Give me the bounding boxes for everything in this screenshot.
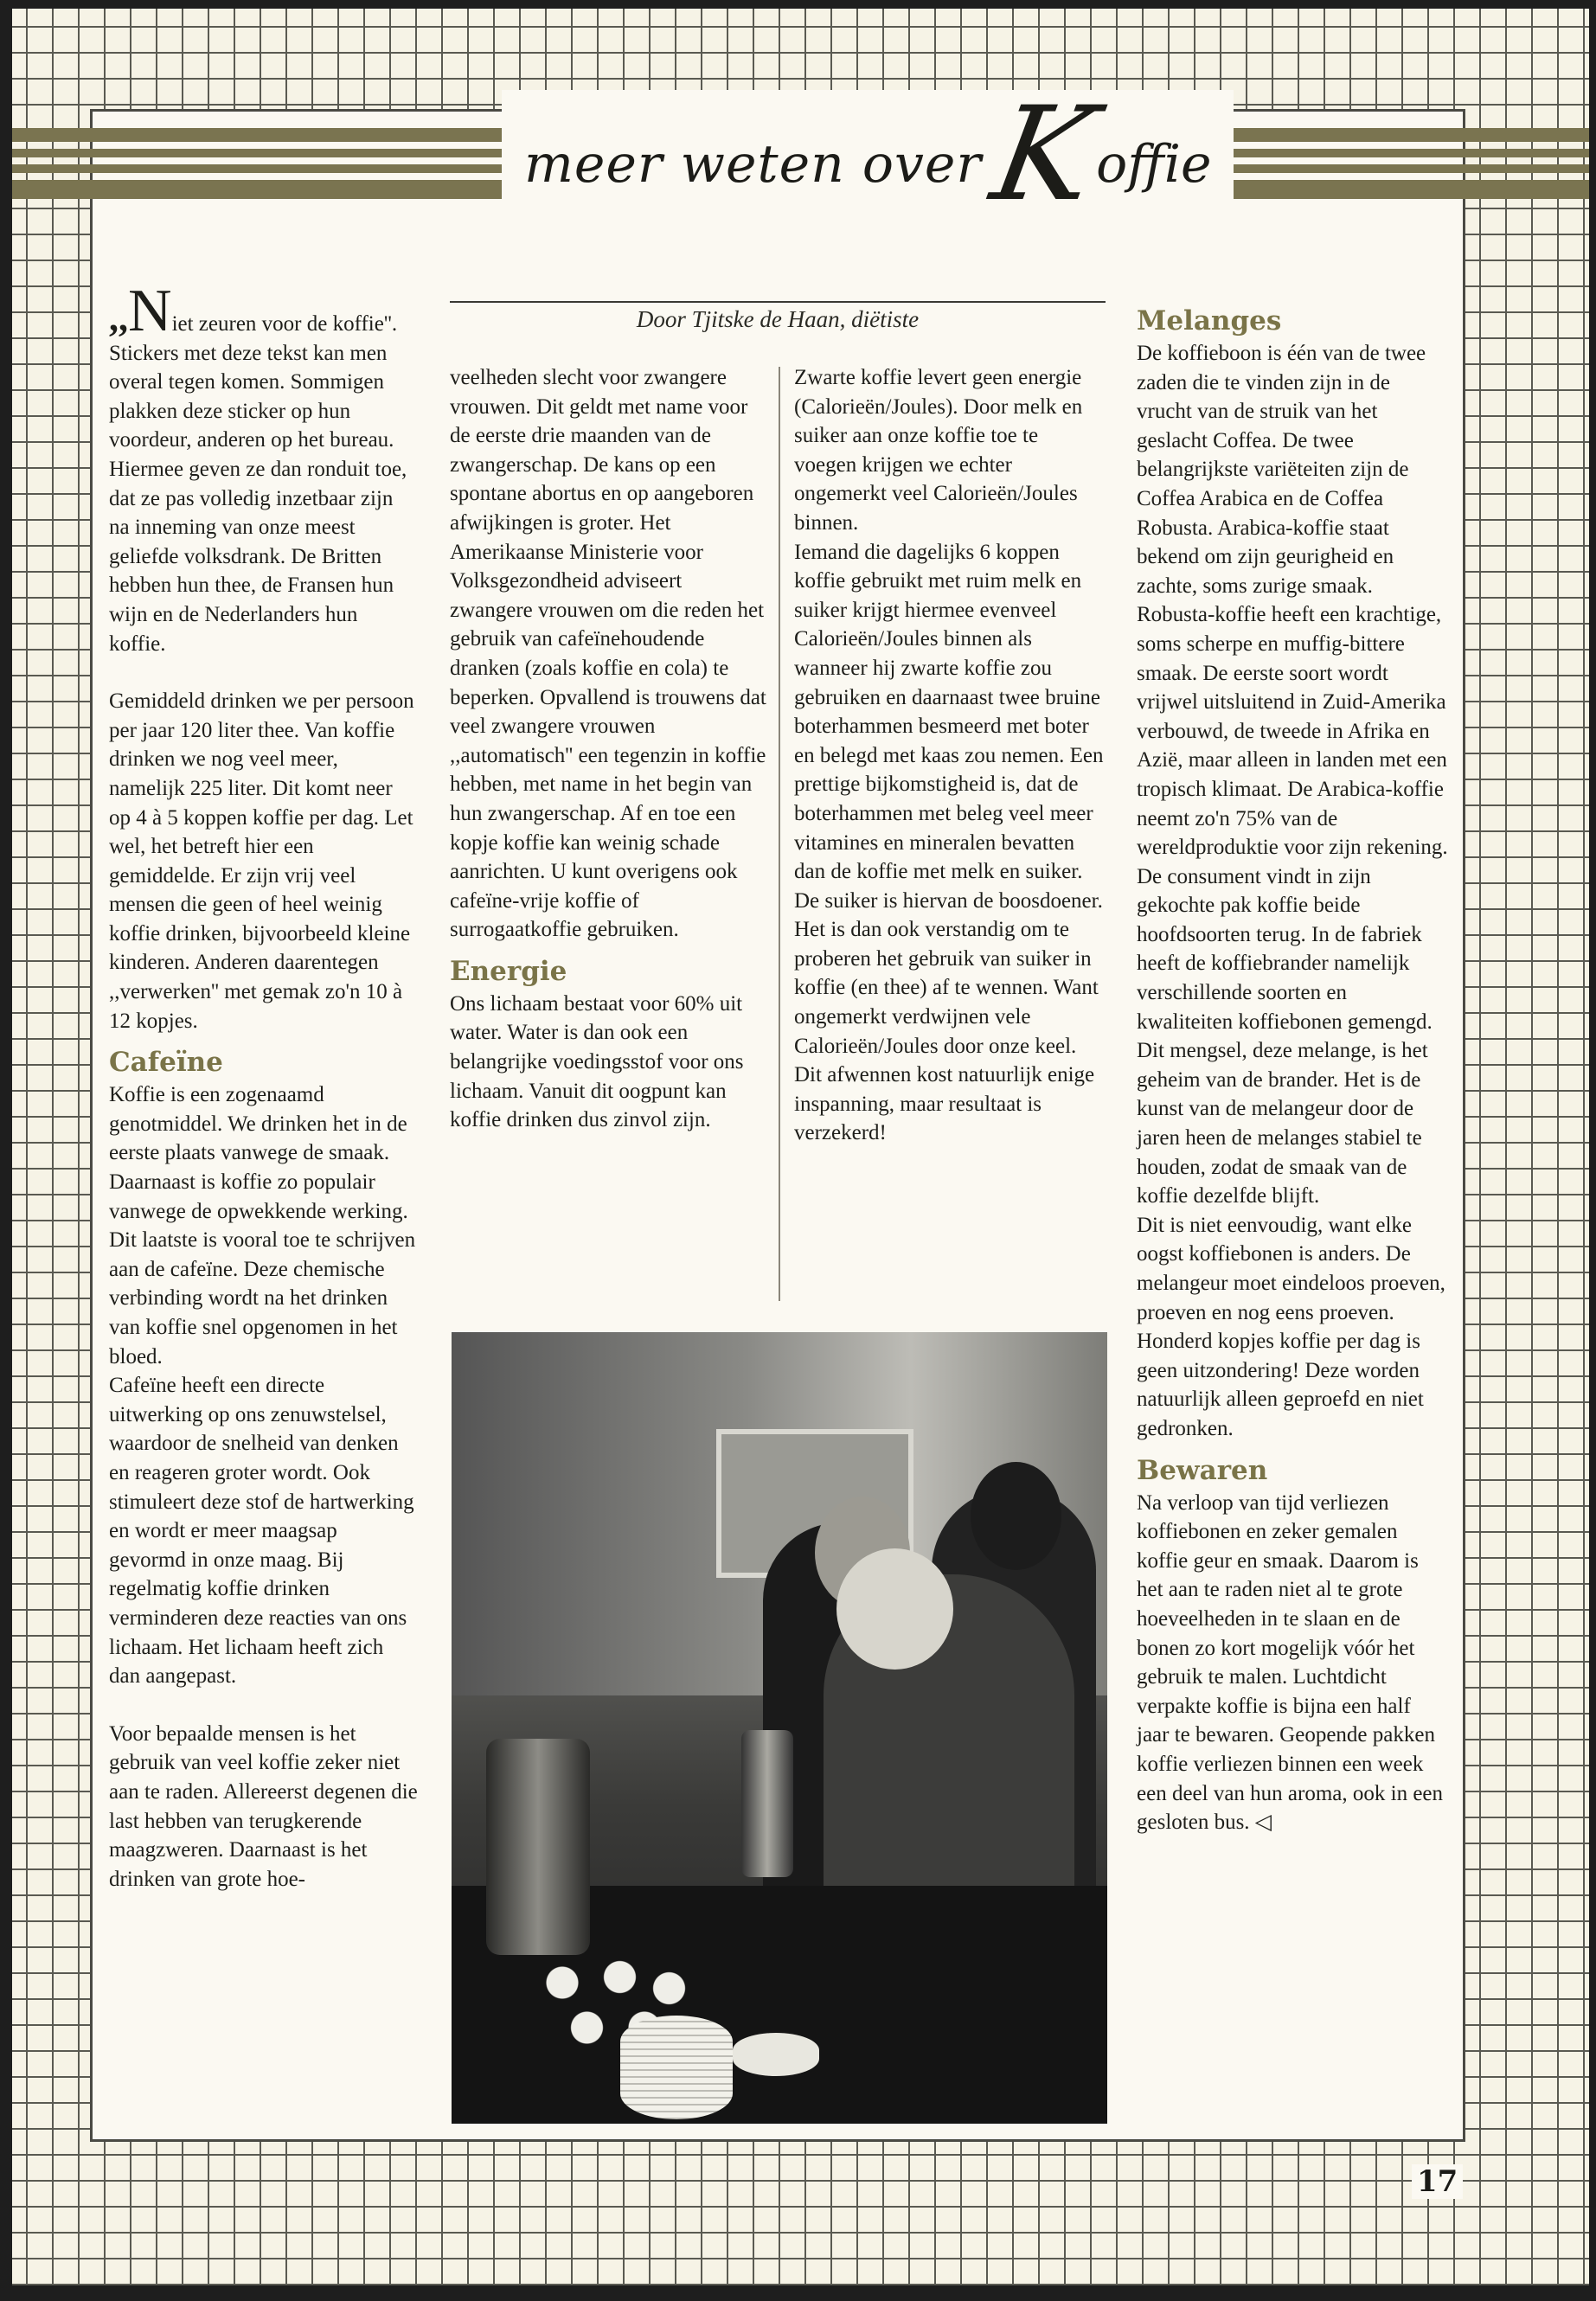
column-1 [109,278,419,1894]
bewaren-text: Na verloop van tijd verliezen koffiebonen en zeker gemalen koffie geur en smaak. Daarom is het aan te raden niet al te grote hoeveelheden in te slaan en de bonen zo kort mogelijk vóór het gebruik te malen. Luchtdicht verpakte koffie is bijna een half jaar te bewaren. Geopende pakken koffie verliezen binnen een week een deel van hun aroma, ook in een gesloten bus. [1137,1490,1444,1835]
end-mark-icon: ◁ [1254,1811,1272,1835]
melanges-paragraph-3: Dit is niet eenvoudig, want elke oogst koffiebonen is anders. De melangeur moet eindeloos proeven, proeven en nog eens proeven. Honderd kopjes koffie per dag is geen uitzondering! Deze worden natuurlijk alleen geproefd en niet gedronken. [1137,1213,1445,1440]
photo-plates [620,2016,733,2119]
melanges-paragraph-2: De consument vindt in zijn gekochte pak koffie beide hoofdsoorten terug. In de fabriek heeft de koffiebrander namelijk verschillende soorten en kwaliteiten koffiebonen gemengd. Dit mengsel, deze melange, is het geheim van de brander. Het is de kunst van de melangeur door de jaren heen de melanges stabiel te houden, zodat de smaak van de koffie dezelfde blijft. [1137,864,1433,1208]
energie-paragraph-4: Het is dan ook verstandig om te proberen het gebruik van suiker in koffie (en thee) af te wennen. Want ongemerkt verdwijnen vele Calorieën/Joules door onze keel. Dit afwennen kost natuurlijk enige inspanning, maar resultaat is verzekerd! [794,918,1099,1145]
title-prefix: meer weten over [524,134,983,195]
heading-bewaren: Bewaren [1137,1454,1268,1486]
column-2 [450,363,770,1135]
bewaren-paragraph-1 [1137,1489,1448,1837]
drop-cap: N [128,278,172,344]
heading-melanges: Melanges [1137,305,1282,336]
heading-cafeine: Cafeïne [109,1047,223,1079]
byline: Door Tjitske de Haan, diëtiste [636,306,920,332]
page-number: 17 [1412,2164,1463,2199]
photo-head [971,1462,1061,1570]
title-rest: offie [1096,134,1212,195]
photo-saucers [733,2033,819,2076]
energie-paragraph-1: Ons lichaam bestaat voor 60% uit water. Water is dan ook een belangrijke voedingsstof voor ons lichaam. Vanuit dit oogpunt kan koffie drinken dus zinvol zijn. [450,991,744,1132]
photo-coffee-urn [486,1739,590,1955]
page-title [502,80,1234,230]
melanges-paragraph-1: De koffieboon is één van de twee zaden die te vinden zijn in de vrucht van de struik van het geslacht Coffea. De twee belangrijkste variëteiten zijn de Coffea Arabica en de Coffea Robusta. Arabica-koffie staat bekend om zijn geurigheid en zachte, soms zurige smaak. Robusta-koffie heeft een krachtige, soms scherpe en muffig-bittere smaak. De eerste soort wordt vrijwel uitsluitend in Zuid-Amerika verbouwd, de tweede in Afrika en Azië, maar alleen in landen met een tropisch klimaat. De Arabica-koffie neemt zo'n 75% van de wereldproduktie voor zijn rekening. [1137,342,1448,860]
page-edge-top [0,0,1596,9]
column-3 [794,363,1106,1148]
intro-paragraph-2: Gemiddeld drinken we per persoon per jaar 120 liter thee. Van koffie drinken we nog veel meer, namelijk 225 liter. Dit komt neer op 4 à 5 koppen koffie per dag. Let wel, het betreft hier een gemiddelde. Er zijn vrij veel mensen die geen of heel weinig koffie drinken, bijvoorbeeld kleine kinderen. Anderen daarentegen ,,verwerken'' met gemak zo'n 10 à 12 kopjes. [109,689,414,1033]
page-edge-right [1589,0,1596,2301]
energie-paragraph-2: Zwarte koffie levert geen energie (Calorieën/Joules). Door melk en suiker aan onze koffie toe te voegen krijgen we echter ongemerkt veel Calorieën/Joules binnen. [794,366,1083,535]
heading-energie: Energie [450,955,567,987]
intro-paragraph [109,278,419,658]
photo-coffee-serving [452,1332,1107,2124]
cafeine-paragraph-4: veelheden slecht voor zwangere vrouwen. Dit geldt met name voor de eerste drie maanden van de zwangerschap. De kans op een spontane abortus en op aangeboren afwijkingen is groter. Het Amerikaanse Ministerie voor Volksgezondheid adviseert zwangere vrouwen om die reden het gebruik van cafeïnehoudende dranken (zoals koffie en cola) te beperken. Opvallend is trouwens dat veel zwangere vrouwen ,,automatisch'' een tegenzin in koffie hebben, met name in het begin van hun zwangerschap. Af en toe een kopje koffie kan weinig schade aanrichten. U kunt overigens ook cafeïne-vrije koffie of surrogaatkoffie gebruiken. [450,366,766,942]
cafeine-paragraph-2: Cafeïne heeft een directe uitwerking op ons zenuwstelsel, waardoor de snelheid van denken en reageren groter wordt. Ook stimuleert deze stof de hartwerking en wordt er meer maagsap gevormd in onze maag. Bij regelmatig koffie drinken verminderen deze reacties van ons lichaam. Het lichaam heeft zich dan aangepast. [109,1374,414,1689]
intro-text: iet zeuren voor de koffie''. Stickers met deze tekst kan men overal tegen komen. Sommigen plakken deze sticker op hun voordeur, anderen op het bureau. Hiermee geven ze dan ronduit toe, dat ze pas volledig inzetbaar zijn na inneming van onze meest geliefde volksdrank. De Britten hebben hun thee, de Fransen hun wijn en de Nederlanders hun koffie. [109,312,407,656]
cafeine-paragraph-3: Voor bepaalde mensen is het gebruik van veel koffie zeker niet aan te raden. Allereerst degenen die last hebben van terugkerende maagzweren. Daarnaast is het drinken van grote hoe- [109,1721,418,1891]
column-4 [1137,294,1448,1837]
title-initial: K [982,80,1106,230]
photo-head [836,1548,953,1670]
energie-paragraph-3: Iemand die dagelijks 6 koppen koffie gebruikt met ruim melk en suiker krijgt hiermee evenveel Calorieën/Joules binnen als wanneer hij zwarte koffie zou gebruiken en daarnaast twee bruine boterhammen besmeerd met boter en belegd met kaas zou nemen. Een prettige bijkomstigheid is, dat de boterhammen met beleg veel meer vitamines en mineralen bevatten dan de koffie met melk en suiker. De suiker is hiervan de boosdoener. [794,540,1104,913]
page-edge-left [0,0,12,2301]
page-edge-bottom [0,2285,1596,2301]
cafeine-paragraph-1: Koffie is een zogenaamd genotmiddel. We drinken het in de eerste plaats vanwege de smaak. Daarnaast is koffie zo populair vanwege de opwekkende werking. Dit laatste is vooral toe te schrijven aan de cafeïne. Deze chemische verbinding wordt na het drinken van koffie snel opgenomen in het bloed. [109,1083,416,1368]
title-banner [12,80,1589,230]
photo-coffee-pot [741,1730,793,1877]
column-divider [779,367,780,1301]
byline-rule [450,301,1106,303]
open-quote: ,, [109,297,128,339]
